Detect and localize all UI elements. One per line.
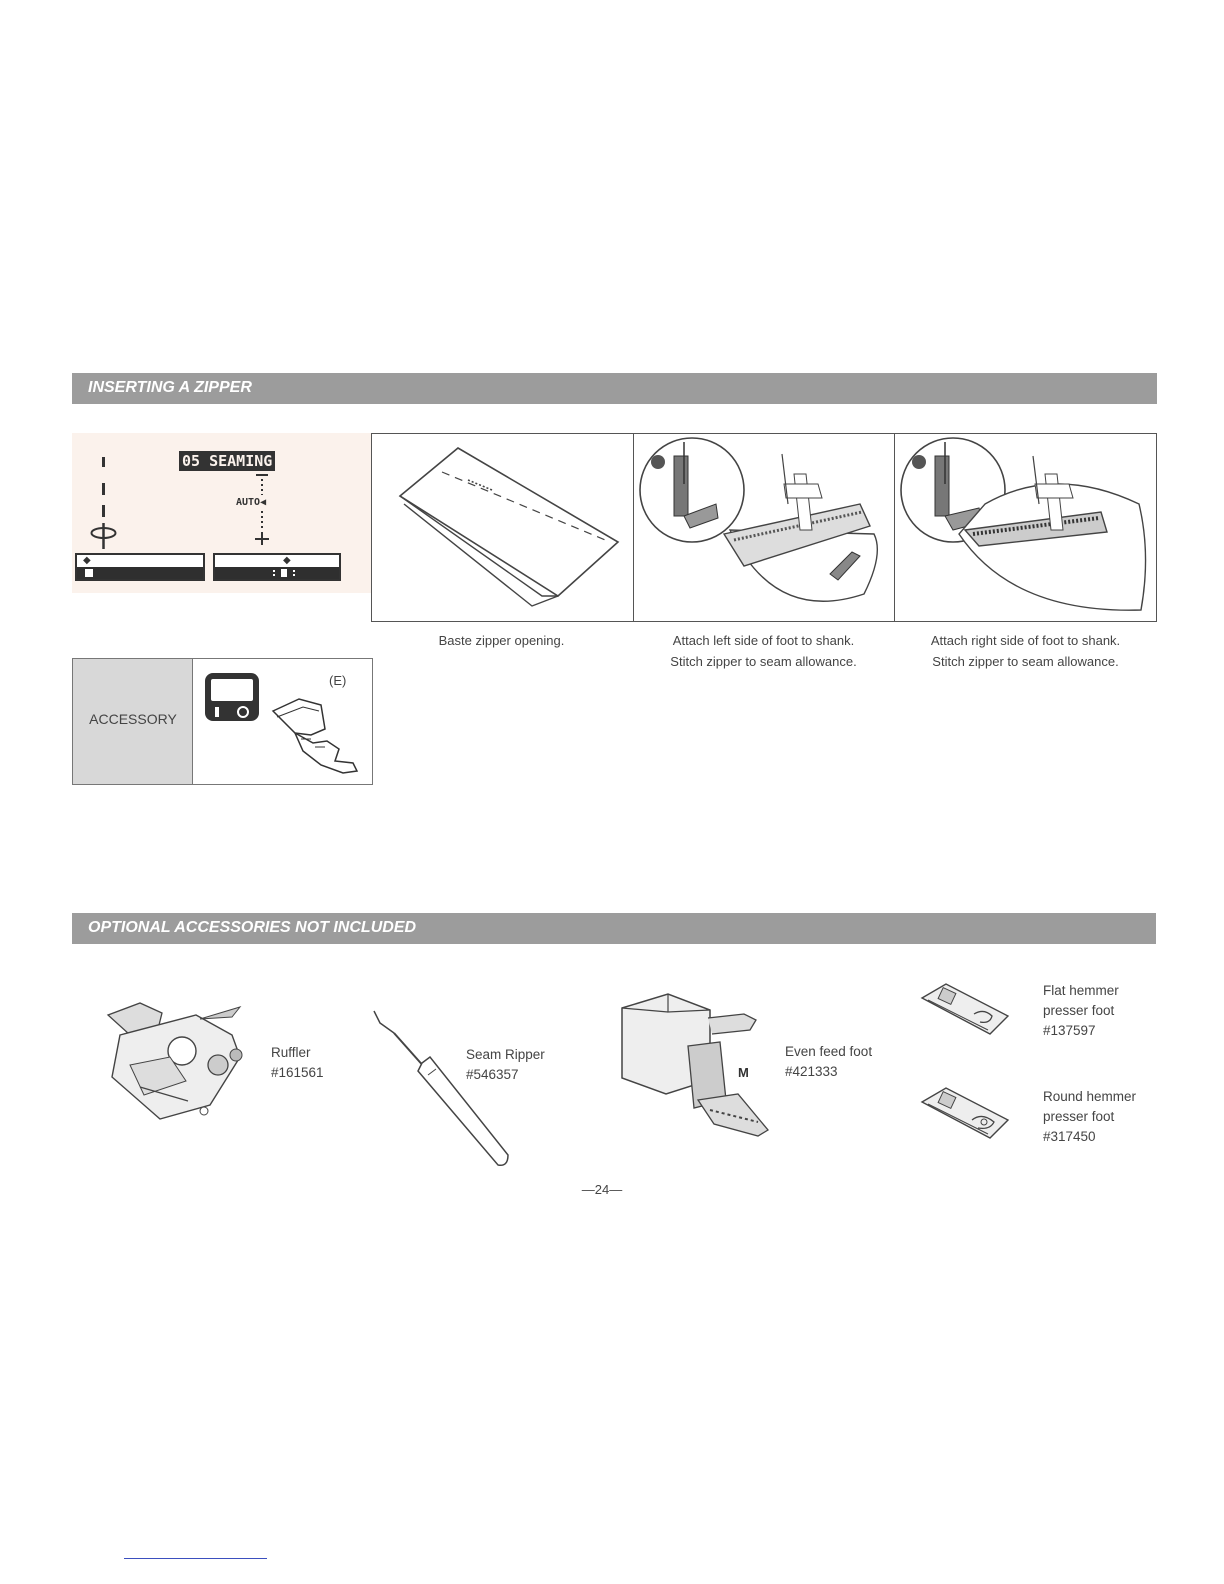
caption-line: Stitch zipper to seam allowance. [932, 654, 1119, 669]
section-title-text: INSERTING A ZIPPER [88, 379, 252, 396]
even-feed-foot-icon [618, 990, 778, 1140]
seam-ripper-label [466, 1045, 545, 1085]
accessory-name: presser foot [1043, 1003, 1115, 1018]
stitch-width-icon: ◆ [213, 553, 341, 581]
accessory-name: Seam Ripper [466, 1047, 545, 1062]
even-feed-marker: M [738, 1065, 749, 1080]
accessory-part-number: #421333 [785, 1064, 838, 1079]
stitch-length-bar: ◆ [75, 553, 205, 581]
caption-line: Attach right side of foot to shank. [930, 633, 1121, 648]
caption-line: Baste zipper opening. [438, 633, 565, 648]
accessory-name: Even feed foot [785, 1044, 873, 1059]
accessory-part-number: #546357 [466, 1067, 519, 1082]
flat-hemmer-foot-icon [918, 978, 1014, 1040]
lcd-pattern-name: 05 SEAMING [179, 451, 275, 471]
accessory-part-number: #161561 [271, 1065, 324, 1080]
accessory-name: presser foot [1043, 1109, 1115, 1124]
baste-fabric-illustration [372, 434, 633, 621]
accessory-part-number: #137597 [1043, 1023, 1096, 1038]
auto-arrow-icon: ◀ [260, 497, 267, 508]
round-hemmer-label [1043, 1087, 1136, 1147]
stitch-length-icon [250, 473, 274, 545]
lcd-auto-text: AUTO [236, 497, 261, 508]
page-number: —24— [581, 1182, 623, 1197]
footnote-rule [124, 1558, 267, 1559]
accessory-foot-code: (E) [329, 673, 347, 688]
attach-left-illustration [634, 434, 894, 621]
accessory-label: ACCESSORY [89, 711, 177, 727]
ruffler-icon [100, 995, 250, 1125]
accessory-name: Flat hemmer [1043, 983, 1119, 998]
zipper-foot-icon [203, 669, 368, 779]
step-caption-2 [633, 630, 894, 672]
accessory-box [72, 658, 373, 785]
round-hemmer-foot-icon [918, 1082, 1014, 1144]
step-caption-1 [371, 630, 632, 651]
step-caption-3 [894, 630, 1157, 672]
accessory-name: Ruffler [271, 1045, 311, 1060]
caption-line: Attach left side of foot to shank. [672, 633, 855, 648]
section-title-inserting-zipper [72, 373, 1157, 404]
section-title-text: OPTIONAL ACCESSORIES NOT INCLUDED [88, 919, 417, 936]
accessory-name: Round hemmer [1043, 1089, 1137, 1104]
accessory-part-number: #317450 [1043, 1129, 1096, 1144]
flat-hemmer-label [1043, 981, 1119, 1041]
ruffler-label [271, 1043, 324, 1083]
section-title-optional-accessories [72, 913, 1156, 944]
even-feed-label [785, 1042, 872, 1082]
presser-foot-lever-icon [86, 453, 120, 553]
zipper-steps-panels [371, 433, 1157, 622]
caption-line: Stitch zipper to seam allowance. [670, 654, 857, 669]
accessory-label-cell [73, 659, 193, 784]
seam-ripper-icon [368, 1005, 518, 1175]
lcd-display [72, 433, 372, 593]
attach-right-illustration [895, 434, 1157, 621]
lcd-auto-label [236, 497, 266, 508]
